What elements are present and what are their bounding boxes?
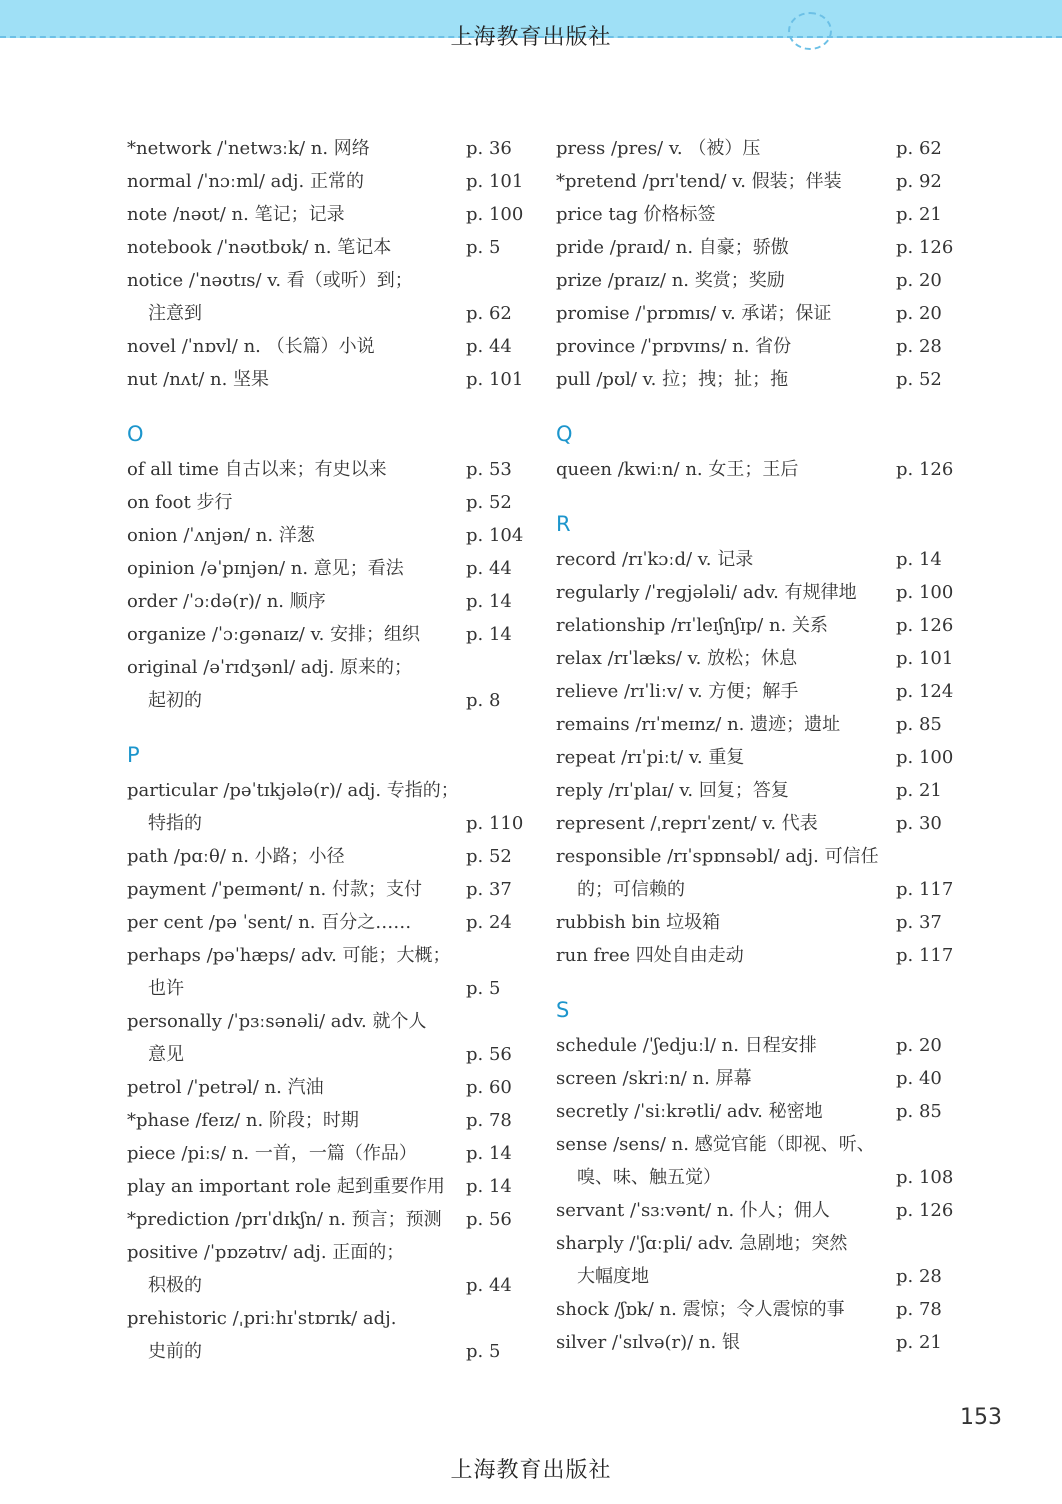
glossary-column-right: [556, 132, 956, 1359]
entry-text: relax /rɪˈlæks/ v. 放松；休息: [556, 648, 798, 669]
entry-text: province /ˈprɒvɪns/ n. 省份: [556, 336, 792, 357]
entry-text: pride /praɪd/ n. 自豪；骄傲: [556, 237, 789, 258]
section-letter: R: [556, 512, 571, 536]
entry-text: 注意到: [148, 303, 202, 324]
entry-continuation: [127, 807, 527, 840]
entry-page-ref: p. 100: [896, 582, 954, 603]
entry-text: path /pɑːθ/ n. 小路；小径: [127, 846, 345, 867]
glossary-entry: [556, 939, 956, 972]
entry-text: nut /nʌt/ n. 坚果: [127, 369, 270, 390]
entry-page-ref: p. 126: [896, 1200, 954, 1221]
entry-text: opinion /əˈpɪnjən/ n. 意见；看法: [127, 558, 404, 579]
entry-text: payment /ˈpeɪmənt/ n. 付款；支付: [127, 879, 423, 900]
entry-page-ref: p. 21: [896, 204, 942, 225]
entry-text: prize /praɪz/ n. 奖赏；奖励: [556, 270, 785, 291]
entry-page-ref: p. 5: [466, 237, 501, 258]
glossary-entry: [127, 552, 527, 585]
glossary-entry: [127, 264, 527, 297]
section-letter: Q: [556, 422, 573, 446]
entry-page-ref: p. 56: [466, 1044, 512, 1065]
glossary-entry: [127, 1071, 527, 1104]
entry-page-ref: p. 78: [896, 1299, 942, 1320]
entry-page-ref: p. 101: [896, 648, 954, 669]
glossary-entry: [556, 708, 956, 741]
entry-page-ref: p. 40: [896, 1068, 942, 1089]
entry-page-ref: p. 117: [896, 879, 954, 900]
entry-text: order /ˈɔːdə(r)/ n. 顺序: [127, 591, 326, 612]
glossary-entry: [556, 264, 956, 297]
entry-page-ref: p. 56: [466, 1209, 512, 1230]
entry-page-ref: p. 5: [466, 1341, 501, 1362]
entry-text: queen /kwiːn/ n. 女王；王后: [556, 459, 799, 480]
glossary-entry: [556, 807, 956, 840]
entry-page-ref: p. 36: [466, 138, 512, 159]
glossary-entry: [127, 651, 527, 684]
entry-text: 起初的: [148, 690, 202, 711]
glossary-entry: [556, 231, 956, 264]
entry-text: price tag 价格标签: [556, 204, 716, 225]
entry-text: 意见: [148, 1044, 184, 1065]
entry-text: sharply /ˈʃɑːpli/ adv. 急剧地；突然: [556, 1233, 848, 1254]
entry-page-ref: p. 60: [466, 1077, 512, 1098]
glossary-entry: [127, 1005, 527, 1038]
glossary-entry: [556, 363, 956, 396]
glossary-entry: [127, 132, 527, 165]
entry-continuation: [127, 972, 527, 1005]
entry-text: schedule /ˈʃedjuːl/ n. 日程安排: [556, 1035, 817, 1056]
entry-page-ref: p. 37: [466, 879, 512, 900]
entry-continuation: [556, 1161, 956, 1194]
glossary-entry: [556, 1326, 956, 1359]
glossary-entry: [127, 774, 527, 807]
entry-text: petrol /ˈpetrəl/ n. 汽油: [127, 1077, 324, 1098]
glossary-entry: [556, 1194, 956, 1227]
entry-text: of all time 自古以来；有史以来: [127, 459, 387, 480]
entry-page-ref: p. 14: [466, 1143, 512, 1164]
glossary-entry: [127, 1203, 527, 1236]
glossary-entry: [127, 453, 527, 486]
entry-text: pull /pʊl/ v. 拉；拽；扯；拖: [556, 369, 789, 390]
glossary-entry: [127, 519, 527, 552]
entry-text: 大幅度地: [577, 1266, 649, 1287]
glossary-entry: [556, 1095, 956, 1128]
glossary-entry: [556, 132, 956, 165]
entry-text: piece /piːs/ n. 一首，一篇（作品）: [127, 1143, 417, 1164]
entry-page-ref: p. 21: [896, 1332, 942, 1353]
entry-page-ref: p. 28: [896, 1266, 942, 1287]
entry-text: screen /skriːn/ n. 屏幕: [556, 1068, 752, 1089]
entry-text: shock /ʃɒk/ n. 震惊；令人震惊的事: [556, 1299, 845, 1320]
entry-page-ref: p. 24: [466, 912, 512, 933]
entry-text: promise /ˈprɒmɪs/ v. 承诺；保证: [556, 303, 832, 324]
entry-text: per cent /pə ˈsent/ n. 百分之……: [127, 912, 412, 933]
entry-text: 特指的: [148, 813, 202, 834]
entry-text: note /nəʊt/ n. 笔记；记录: [127, 204, 345, 225]
entry-page-ref: p. 20: [896, 1035, 942, 1056]
entry-page-ref: p. 5: [466, 978, 501, 999]
entry-text: *prediction /prɪˈdɪkʃn/ n. 预言；预测: [127, 1209, 442, 1230]
entry-continuation: [127, 684, 527, 717]
entry-continuation: [127, 1335, 527, 1368]
entry-text: relationship /rɪˈleɪʃnʃɪp/ n. 关系: [556, 615, 829, 636]
entry-page-ref: p. 85: [896, 1101, 942, 1122]
glossary-entry: [127, 873, 527, 906]
entry-page-ref: p. 44: [466, 558, 512, 579]
glossary-entry: [556, 840, 956, 873]
entry-page-ref: p. 110: [466, 813, 524, 834]
entry-text: *phase /feɪz/ n. 阶段；时期: [127, 1110, 359, 1131]
entry-page-ref: p. 52: [896, 369, 942, 390]
section-letter: P: [127, 743, 140, 767]
entry-continuation: [127, 1269, 527, 1302]
entry-page-ref: p. 78: [466, 1110, 512, 1131]
entry-text: responsible /rɪˈspɒnsəbl/ adj. 可信任: [556, 846, 879, 867]
entry-text: 积极的: [148, 1275, 202, 1296]
glossary-entry: [127, 939, 527, 972]
glossary-entry: [556, 1062, 956, 1095]
entry-text: notebook /ˈnəʊtbʊk/ n. 笔记本: [127, 237, 392, 258]
entry-page-ref: p. 126: [896, 615, 954, 636]
glossary-entry: [556, 642, 956, 675]
entry-text: play an important role 起到重要作用: [127, 1176, 445, 1197]
entry-text: 的；可信赖的: [577, 879, 685, 900]
glossary-entry: [127, 906, 527, 939]
entry-text: perhaps /pəˈhæps/ adv. 可能；大概；: [127, 945, 451, 966]
entry-text: 也许: [148, 978, 184, 999]
entry-page-ref: p. 53: [466, 459, 512, 480]
entry-text: remains /rɪˈmeɪnz/ n. 遗迹；遗址: [556, 714, 841, 735]
entry-text: onion /ˈʌnjən/ n. 洋葱: [127, 525, 315, 546]
entry-page-ref: p. 126: [896, 237, 954, 258]
glossary-entry: [127, 165, 527, 198]
entry-text: prehistoric /ˌpriːhɪˈstɒrɪk/ adj.: [127, 1308, 397, 1329]
entry-text: record /rɪˈkɔːd/ v. 记录: [556, 549, 754, 570]
entry-text: repeat /rɪˈpiːt/ v. 重复: [556, 747, 745, 768]
glossary-entry: [556, 906, 956, 939]
entry-text: rubbish bin 垃圾箱: [556, 912, 721, 933]
glossary-entry: [556, 1029, 956, 1062]
entry-page-ref: p. 52: [466, 846, 512, 867]
entry-text: on foot 步行: [127, 492, 233, 513]
entry-page-ref: p. 14: [896, 549, 942, 570]
entry-page-ref: p. 37: [896, 912, 942, 933]
entry-page-ref: p. 28: [896, 336, 942, 357]
entry-page-ref: p. 14: [466, 591, 512, 612]
glossary-entry: [556, 741, 956, 774]
glossary-entry: [127, 486, 527, 519]
glossary-entry: [127, 198, 527, 231]
entry-text: *network /ˈnetwɜːk/ n. 网络: [127, 138, 370, 159]
entry-page-ref: p. 100: [896, 747, 954, 768]
glossary-entry: [556, 675, 956, 708]
glossary-entry: [127, 231, 527, 264]
entry-continuation: [556, 873, 956, 906]
section-letter: S: [556, 998, 570, 1022]
entry-text: notice /ˈnəʊtɪs/ v. 看（或听）到；: [127, 270, 413, 291]
glossary-entry: [556, 453, 956, 486]
entry-page-ref: p. 101: [466, 171, 524, 192]
glossary-entry: [127, 840, 527, 873]
glossary-entry: [127, 330, 527, 363]
glossary-entry: [556, 198, 956, 231]
entry-page-ref: p. 44: [466, 1275, 512, 1296]
entry-page-ref: p. 126: [896, 459, 954, 480]
glossary-entry: [556, 609, 956, 642]
glossary-entry: [556, 1128, 956, 1161]
entry-text: organize /ˈɔːɡənaɪz/ v. 安排；组织: [127, 624, 421, 645]
glossary-entry: [127, 585, 527, 618]
entry-text: original /əˈrɪdʒənl/ adj. 原来的；: [127, 657, 413, 678]
entry-page-ref: p. 8: [466, 690, 501, 711]
entry-page-ref: p. 101: [466, 369, 524, 390]
glossary-entry: [127, 1236, 527, 1269]
glossary-entry: [556, 543, 956, 576]
entry-text: relieve /rɪˈliːv/ v. 方便；解手: [556, 681, 799, 702]
entry-page-ref: p. 30: [896, 813, 942, 834]
entry-continuation: [127, 297, 527, 330]
glossary-entry: [127, 363, 527, 396]
entry-continuation: [127, 1038, 527, 1071]
entry-page-ref: p. 117: [896, 945, 954, 966]
entry-page-ref: p. 100: [466, 204, 524, 225]
glossary-entry: [556, 165, 956, 198]
entry-text: normal /ˈnɔːml/ adj. 正常的: [127, 171, 364, 192]
entry-text: personally /ˈpɜːsənəli/ adv. 就个人: [127, 1011, 427, 1032]
entry-text: positive /ˈpɒzətɪv/ adj. 正面的；: [127, 1242, 405, 1263]
glossary-entry: [127, 1170, 527, 1203]
entry-page-ref: p. 20: [896, 270, 942, 291]
entry-text: reply /rɪˈplaɪ/ v. 回复；答复: [556, 780, 789, 801]
entry-page-ref: p. 20: [896, 303, 942, 324]
footer-publisher: 上海教育出版社: [450, 1458, 612, 1483]
entry-text: secretly /ˈsiːkrətli/ adv. 秘密地: [556, 1101, 823, 1122]
entry-page-ref: p. 44: [466, 336, 512, 357]
entry-text: novel /ˈnɒvl/ n. （长篇）小说: [127, 336, 375, 357]
entry-page-ref: p. 85: [896, 714, 942, 735]
entry-text: *pretend /prɪˈtend/ v. 假装；伴装: [556, 171, 842, 192]
glossary-entry: [556, 330, 956, 363]
entry-page-ref: p. 52: [466, 492, 512, 513]
entry-text: regularly /ˈreɡjələli/ adv. 有规律地: [556, 582, 857, 603]
glossary-entry: [556, 297, 956, 330]
entry-page-ref: p. 14: [466, 1176, 512, 1197]
glossary-entry: [556, 1227, 956, 1260]
glossary-entry: [127, 1104, 527, 1137]
entry-text: 史前的: [148, 1341, 202, 1362]
entry-text: sense /sens/ n. 感觉官能（即视、听、: [556, 1134, 875, 1155]
glossary-entry: [127, 1302, 527, 1335]
entry-continuation: [556, 1260, 956, 1293]
glossary-entry: [556, 576, 956, 609]
glossary-entry: [556, 1293, 956, 1326]
section-letter: O: [127, 422, 144, 446]
glossary-column-left: [127, 132, 527, 1368]
entry-page-ref: p. 108: [896, 1167, 954, 1188]
entry-text: servant /ˈsɜːvənt/ n. 仆人；佣人: [556, 1200, 830, 1221]
entry-text: represent /ˌreprɪˈzent/ v. 代表: [556, 813, 818, 834]
header-publisher: 上海教育出版社: [450, 25, 612, 50]
entry-text: press /pres/ v. （被）压: [556, 138, 761, 159]
entry-text: run free 四处自由走动: [556, 945, 744, 966]
entry-text: particular /pəˈtɪkjələ(r)/ adj. 专指的；: [127, 780, 459, 801]
entry-page-ref: p. 21: [896, 780, 942, 801]
entry-page-ref: p. 124: [896, 681, 954, 702]
glossary-entry: [127, 1137, 527, 1170]
entry-page-ref: p. 14: [466, 624, 512, 645]
entry-text: 嗅、味、触五觉）: [577, 1167, 721, 1188]
entry-page-ref: p. 92: [896, 171, 942, 192]
entry-page-ref: p. 62: [896, 138, 942, 159]
entry-page-ref: p. 62: [466, 303, 512, 324]
entry-page-ref: p. 104: [466, 525, 524, 546]
page-number: 153: [960, 1405, 1002, 1430]
glossary-entry: [127, 618, 527, 651]
entry-text: silver /ˈsɪlvə(r)/ n. 银: [556, 1332, 740, 1353]
glossary-entry: [556, 774, 956, 807]
